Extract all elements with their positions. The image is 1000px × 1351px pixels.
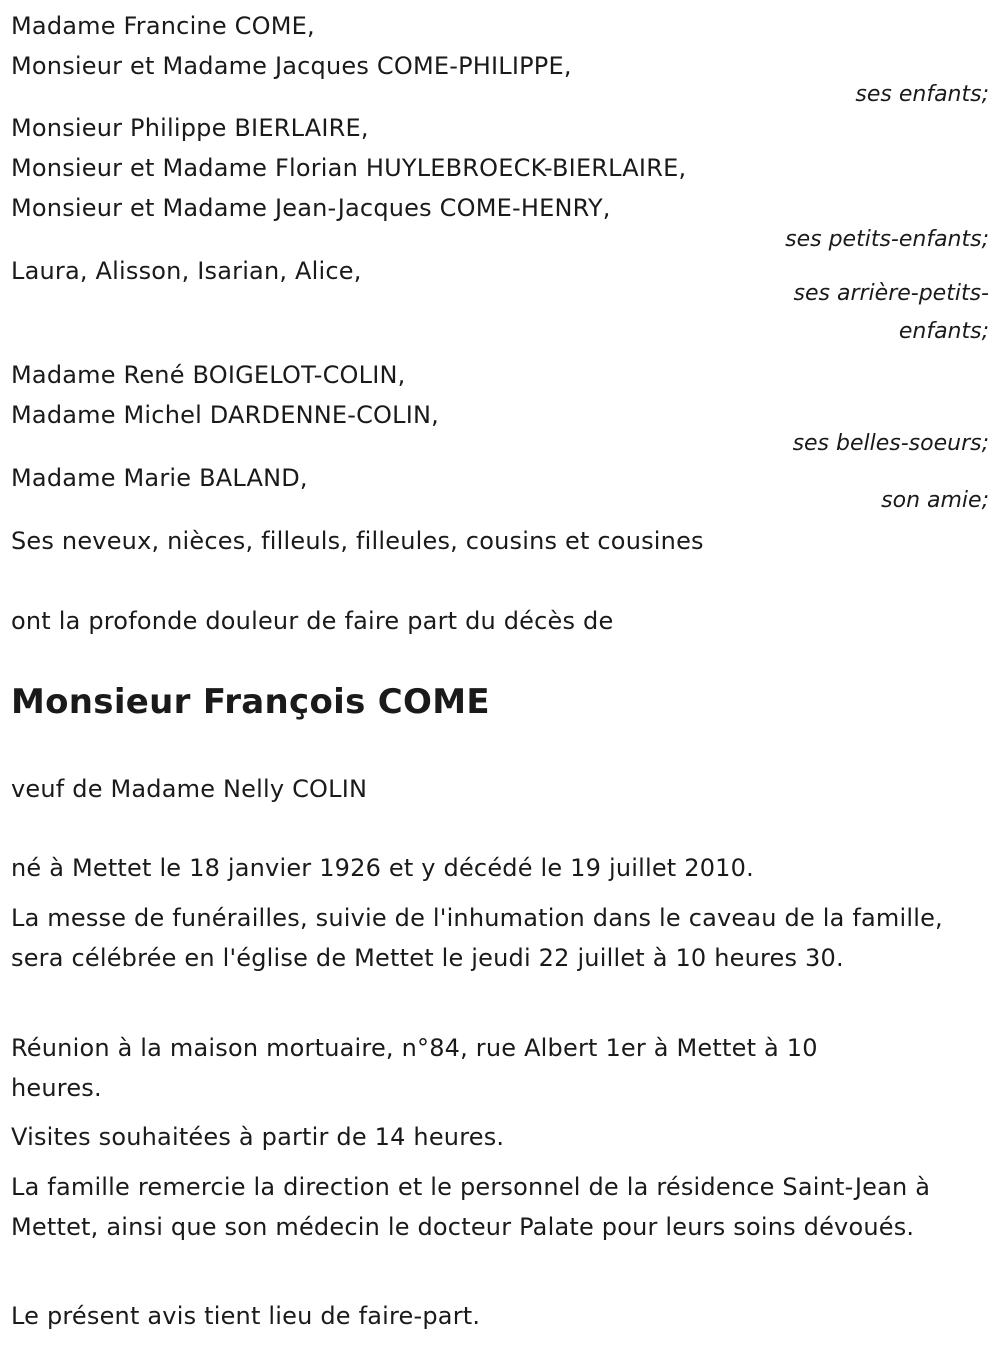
relation-label: ses belles-soeurs; (792, 431, 989, 456)
family-member: Madame Michel DARDENNE-COLIN, (11, 401, 439, 429)
great-grandchildren-group (11, 251, 991, 351)
relation-label: ses enfants; (855, 82, 989, 107)
friend-group (11, 458, 991, 520)
deceased-name: Monsieur François COME (11, 682, 490, 722)
widower-of: veuf de Madame Nelly COLIN (11, 775, 368, 803)
notice: Le présent avis tient lieu de faire-part. (11, 1302, 481, 1330)
family-member: Madame René BOIGELOT-COLIN, (11, 361, 406, 389)
funeral-details: La messe de funérailles, suivie de l'inhumation dans le caveau de la famille, sera célébrée en l'église de Mettet le jeudi 22 juillet à 10 heures 30. (11, 904, 943, 972)
family-member: Monsieur et Madame Jean-Jacques COME-HENRY, (11, 194, 611, 222)
children-group (11, 6, 991, 114)
relation-label: ses petits-enfants; (785, 227, 989, 252)
relation-label: ses arrière-petits- (793, 281, 989, 306)
thanks-details: La famille remercie la direction et le personnel de la résidence Saint-Jean à Mettet, ainsi que son médecin le docteur Palate pour leurs soins dévoués. (11, 1173, 931, 1241)
birth-death: né à Mettet le 18 janvier 1926 et y décédé le 19 juillet 2010. (11, 854, 754, 882)
visits-details: Visites souhaitées à partir de 14 heures. (11, 1123, 505, 1151)
announcement: ont la profonde douleur de faire part du décès de (11, 607, 614, 635)
grandchildren-group (11, 108, 991, 259)
family-member: Monsieur et Madame Jacques COME-PHILIPPE, (11, 52, 572, 80)
family-member: Laura, Alisson, Isarian, Alice, (11, 257, 362, 285)
family-member: Madame Marie BALAND, (11, 464, 308, 492)
meeting-details: Réunion à la maison mortuaire, n°84, rue Albert 1er à Mettet à 10 heures. (11, 1034, 818, 1102)
relation-label: enfants; (898, 319, 989, 344)
family-member: Madame Francine COME, (11, 12, 315, 40)
family-member: Monsieur Philippe BIERLAIRE, (11, 114, 369, 142)
relation-label: son amie; (881, 488, 989, 513)
sisters-in-law-group (11, 355, 991, 463)
other-relatives: Ses neveux, nièces, filleuls, filleules, cousins et cousines (11, 527, 704, 555)
family-member: Monsieur et Madame Florian HUYLEBROECK-BIERLAIRE, (11, 154, 687, 182)
